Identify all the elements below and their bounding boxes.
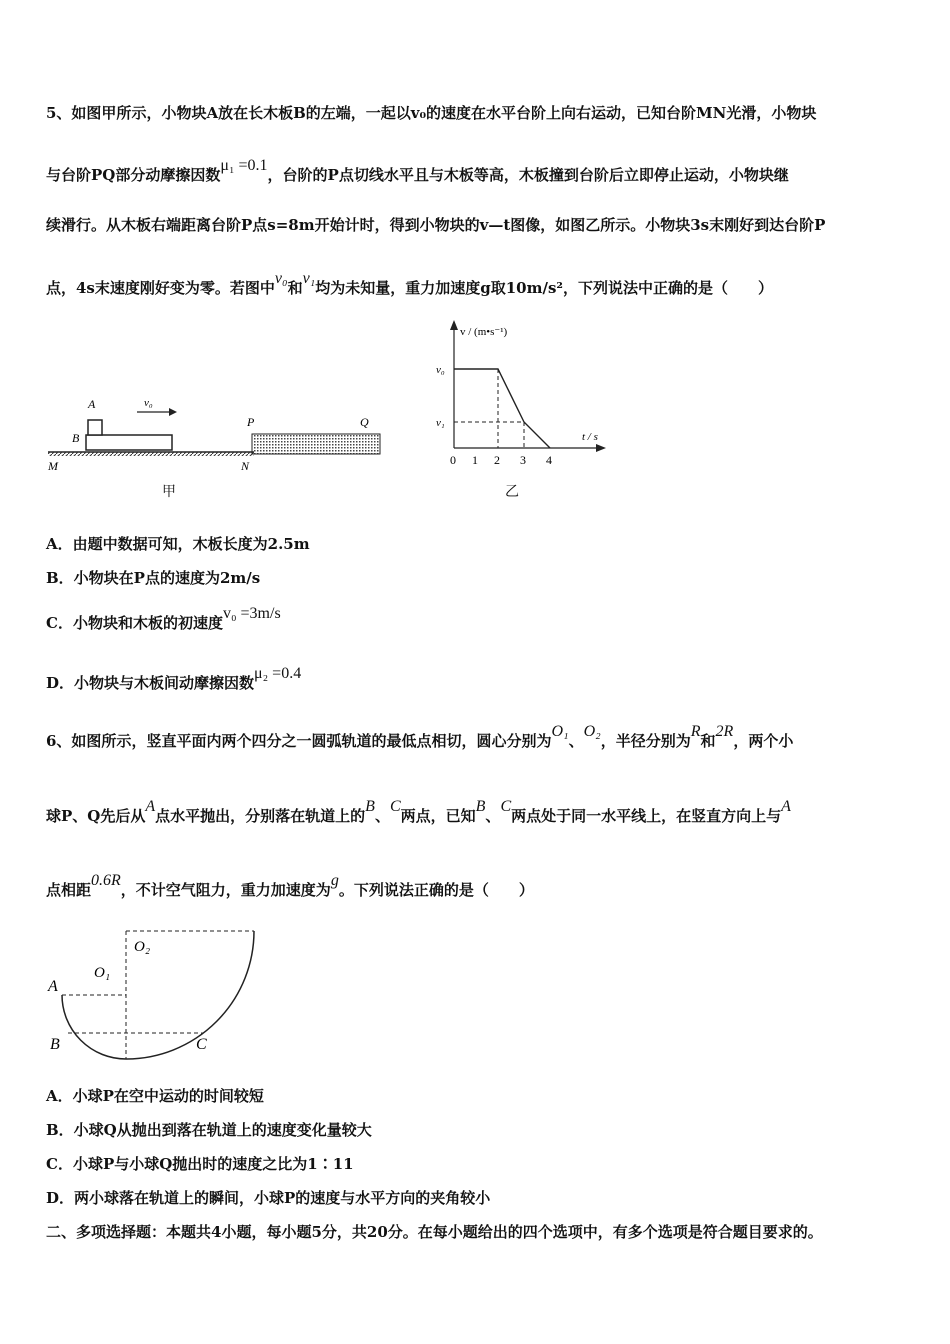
- arc-small: [62, 995, 126, 1059]
- q6-r: R: [690, 723, 701, 740]
- q5-option-a: A．由题中数据可知，木板长度为2.5m: [46, 535, 310, 553]
- q5-text: 点，4s末速度刚好变为零。若图中: [46, 279, 275, 297]
- tick-0: 0: [450, 453, 456, 467]
- q5-line-3: [46, 215, 825, 235]
- q5-option-d-math: μ₂ =0.4: [254, 665, 302, 682]
- q6-text: 6、如图所示，竖直平面内两个四分之一圆弧轨道的最低点相切，圆心分别为: [46, 732, 552, 750]
- vt-line: [454, 369, 550, 448]
- q5-v0-symbol: v₀: [274, 270, 288, 287]
- tick-v1: v₁: [436, 417, 445, 429]
- q5-text: ，台阶的P点切线水平且与木板等高，木板撞到台阶后立即停止运动，小物块继: [267, 166, 789, 184]
- q5-line-2: [46, 157, 789, 186]
- label-v0: v₀: [144, 397, 153, 409]
- tick-3: 3: [520, 453, 526, 467]
- label-o1: O₁: [94, 965, 111, 981]
- caption-yi: 乙: [505, 484, 519, 500]
- q5-option-d: [46, 665, 302, 693]
- label-a: A: [48, 978, 58, 995]
- q5-text: 续滑行。从木板右端距离台阶P点s=8m开始计时，得到小物块的v—t图像，如图乙所示。小物块3s末刚好到达台阶P: [46, 216, 826, 234]
- q6-option-c: C．小球P与小球Q抛出时的速度之比为1∶11: [46, 1155, 354, 1173]
- caption-jia: 甲: [162, 484, 176, 500]
- label-q: Q: [360, 415, 369, 429]
- label-p: P: [247, 415, 255, 429]
- q6-b: B: [475, 798, 486, 815]
- q5-text: 5、如图甲所示，小物块A放在长木板B的左端，一起以v₀的速度在水平台阶上向右运动，已知台阶MN光滑，小物块: [46, 104, 817, 122]
- q5-option-c-text: C．小物块和木板的初速度: [46, 614, 223, 632]
- q5-line-4: [46, 270, 773, 299]
- q5-option-c: [46, 605, 281, 633]
- q6-a: A: [781, 798, 791, 815]
- q6-option-a: A．小球P在空中运动的时间较短: [46, 1087, 264, 1105]
- block-a: [88, 420, 102, 435]
- q6-text: 和: [700, 732, 716, 750]
- label-o2: O₂: [134, 939, 151, 955]
- tick-v0: v₀: [436, 364, 445, 376]
- q6-b: B: [365, 798, 375, 815]
- q5-mu1: μ₁ =0.1: [220, 157, 268, 174]
- q6-a: A: [145, 798, 156, 815]
- q6-g: g: [330, 872, 339, 889]
- label-a: A: [88, 397, 96, 411]
- q5-option-c-math: v₀ =3m/s: [222, 605, 281, 622]
- q6-text: 两点处于同一水平线上，在竖直方向上与: [511, 807, 782, 825]
- q6-text: ，两个小: [733, 732, 794, 750]
- q6-text: 、: [374, 807, 390, 825]
- q5-text: 和: [287, 279, 303, 297]
- q5-v1-symbol: v₁: [302, 270, 316, 287]
- q6-text: ，半径分别为: [600, 732, 691, 750]
- label-b: B: [72, 431, 80, 445]
- q6-text: 球P、Q先后从: [46, 807, 146, 825]
- q6-c: C: [389, 798, 401, 815]
- q5-line-1: [46, 103, 816, 123]
- q5-option-d-text: D．小物块与木板间动摩擦因数: [46, 674, 255, 692]
- figure-yi: [430, 318, 610, 470]
- q6-line-3: [46, 872, 534, 901]
- board-b: [86, 435, 172, 450]
- figure-q6: [44, 925, 274, 1065]
- y-axis-label: v / (m•s⁻¹): [460, 326, 508, 338]
- q6-line-1: [46, 723, 794, 752]
- label-b: B: [50, 1036, 60, 1053]
- q6-text: 点相距: [46, 881, 92, 899]
- q6-distance: 0.6R: [91, 872, 121, 889]
- q6-text: 、: [568, 732, 584, 750]
- x-axis-label: t / s: [582, 431, 598, 443]
- tick-4: 4: [546, 453, 552, 467]
- q5-option-b: B．小物块在P点的速度为2m/s: [46, 569, 261, 587]
- q6-c: C: [500, 798, 512, 815]
- section-heading: 二、多项选择题：本题共4小题，每小题5分，共20分。在每小题给出的四个选项中，有多个选项是符合题目要求的。: [46, 1223, 823, 1241]
- q6-text: 点水平抛出，分别落在轨道上的: [155, 807, 366, 825]
- q6-option-d: D．两小球落在轨道上的瞬间，小球P的速度与水平方向的夹角较小: [46, 1189, 491, 1207]
- label-m: M: [48, 459, 58, 473]
- q6-2r: 2R: [715, 723, 734, 740]
- q6-text: 、: [485, 807, 501, 825]
- q6-option-b: B．小球Q从抛出到落在轨道上的速度变化量较大: [46, 1121, 372, 1139]
- q6-text: ，不计空气阻力，重力加速度为: [120, 881, 331, 899]
- q6-text: 两点，已知: [400, 807, 476, 825]
- q5-text: 均为未知量，重力加速度g取10m/s²，下列说法中正确的是（ ）: [315, 279, 773, 297]
- q6-o2: O₂: [583, 723, 601, 740]
- q6-text: 。下列说法正确的是（ ）: [338, 881, 534, 899]
- label-n: N: [241, 459, 250, 473]
- q6-o1: O₁: [551, 723, 569, 740]
- q6-line-2: [46, 798, 791, 827]
- step-pq: [252, 434, 380, 454]
- q5-text: 与台阶PQ部分动摩擦因数: [46, 166, 221, 184]
- tick-2: 2: [494, 453, 500, 467]
- ground-hatch: [48, 452, 254, 456]
- figure-jia: [44, 390, 389, 505]
- label-c: C: [196, 1036, 207, 1053]
- tick-1: 1: [472, 453, 478, 467]
